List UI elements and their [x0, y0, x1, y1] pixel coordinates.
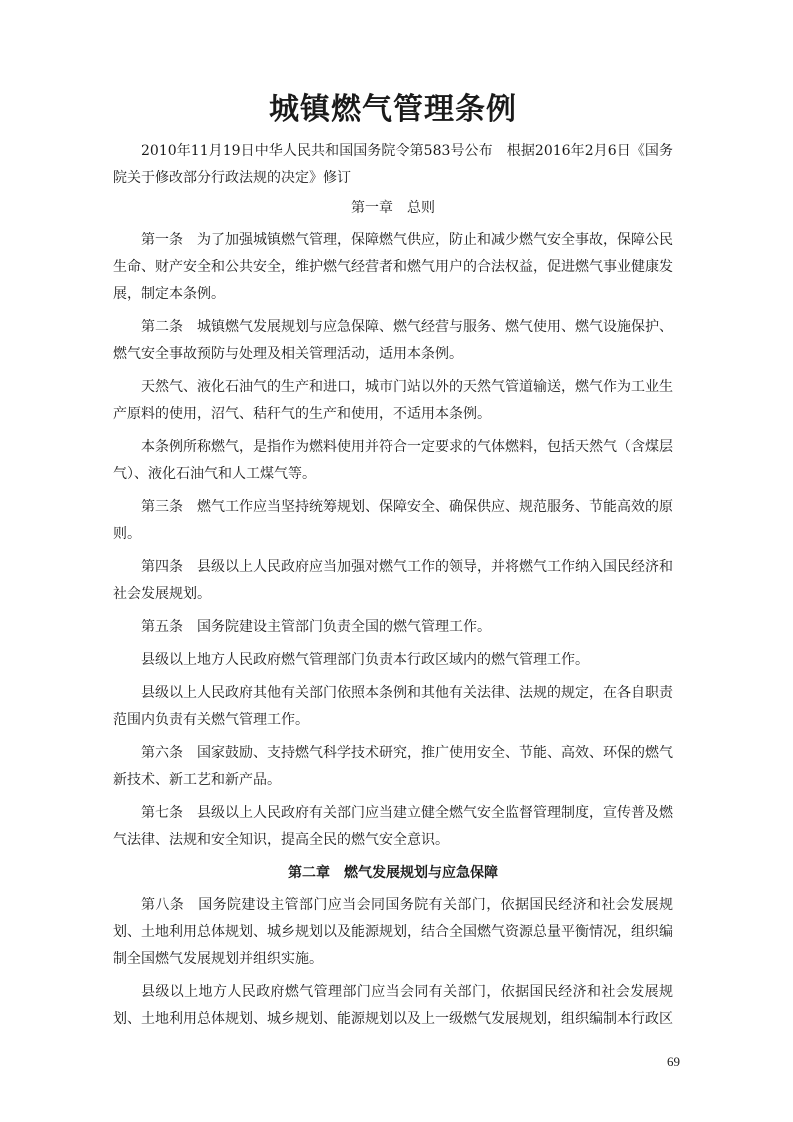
- article-number: 第二条: [141, 319, 183, 335]
- article-text: 县级以上人民政府应当加强对燃气工作的领导，并将燃气工作纳入国民经济和社会发展规划。: [113, 559, 673, 602]
- article-paragraph: [113, 374, 673, 428]
- chapter-title: 燃气发展规划与应急保障: [344, 865, 498, 881]
- article-paragraph: [113, 227, 673, 308]
- article-number: 第八条: [141, 897, 185, 913]
- chapter-number: 第二章: [288, 865, 330, 881]
- article-paragraph: [113, 434, 673, 488]
- article-text: 为了加强城镇燃气管理，保障燃气供应，防止和减少燃气安全事故，保障公民生命、财产安全和公共安全，维护燃气经营者和燃气用户的合法权益，促进燃气事业健康发展，制定本条例。: [113, 232, 673, 302]
- article-number: 第七条: [141, 805, 183, 821]
- article-text: 县级以上人民政府其他有关部门依照本条例和其他有关法律、法规的规定，在各自职责范围内负责有关燃气管理工作。: [113, 685, 673, 728]
- article-text: 国务院建设主管部门应当会同国务院有关部门，依据国民经济和社会发展规划、土地利用总体规划、城乡规划以及能源规划，结合全国燃气资源总量平衡情况，组织编制全国燃气发展规划并组织实施。: [113, 897, 674, 967]
- document-page: [113, 88, 673, 1039]
- article-paragraph: [113, 554, 673, 608]
- article-paragraph: [113, 892, 673, 973]
- article-text: 国家鼓励、支持燃气科学技术研究，推广使用安全、节能、高效、环保的燃气新技术、新工艺和新产品。: [113, 745, 673, 788]
- document-title: 城镇燃气管理条例: [269, 92, 517, 127]
- article-paragraph: [113, 494, 673, 548]
- chapter-2-body: [113, 892, 673, 1033]
- article-paragraph: [113, 979, 673, 1033]
- article-text: 天然气、液化石油气的生产和进口，城市门站以外的天然气管道输送，燃气作为工业生产原料的使用，沼气、秸秆气的生产和使用，不适用本条例。: [113, 379, 673, 422]
- article-paragraph: [113, 800, 673, 854]
- article-text: 国务院建设主管部门负责全国的燃气管理工作。: [197, 619, 491, 635]
- article-number: 第三条: [141, 499, 183, 515]
- article-number: 第四条: [141, 559, 183, 575]
- article-text: 县级以上地方人民政府燃气管理部门负责本行政区域内的燃气管理工作。: [141, 652, 589, 668]
- article-text: 城镇燃气发展规划与应急保障、燃气经营与服务、燃气使用、燃气设施保护、燃气安全事故预防与处理及相关管理活动，适用本条例。: [113, 319, 673, 362]
- article-paragraph: [113, 740, 673, 794]
- article-text: 本条例所称燃气，是指作为燃料使用并符合一定要求的气体燃料，包括天然气（含煤层气）、液化石油气和人工煤气等。: [113, 439, 673, 482]
- chapter-heading: [113, 860, 673, 887]
- article-number: 第一条: [141, 232, 183, 248]
- article-paragraph: [113, 314, 673, 368]
- article-number: 第六条: [141, 745, 183, 761]
- chapter-number: 第一章: [351, 200, 393, 216]
- chapter-1-body: [113, 227, 673, 854]
- article-text: 县级以上地方人民政府燃气管理部门应当会同有关部门，依据国民经济和社会发展规划、土地利用总体规划、城乡规划、能源规划以及上一级燃气发展规划，组织编制本行政区: [113, 984, 673, 1027]
- promulgation-note: 2010年11月19日中华人民共和国国务院令第583号公布 根据2016年2月6日《国务院关于修改部分行政法规的决定》修订: [113, 143, 673, 186]
- article-text: 燃气工作应当坚持统筹规划、保障安全、确保供应、规范服务、节能高效的原则。: [113, 499, 673, 542]
- page-number: 69: [667, 1054, 680, 1069]
- chapter-title: 总则: [407, 200, 435, 216]
- article-text: 县级以上人民政府有关部门应当建立健全燃气安全监督管理制度，宣传普及燃气法律、法规和安全知识，提高全民的燃气安全意识。: [113, 805, 673, 848]
- article-paragraph: [113, 614, 673, 641]
- article-paragraph: [113, 647, 673, 674]
- article-paragraph: [113, 680, 673, 734]
- chapter-heading: [113, 195, 673, 222]
- article-number: 第五条: [141, 619, 183, 635]
